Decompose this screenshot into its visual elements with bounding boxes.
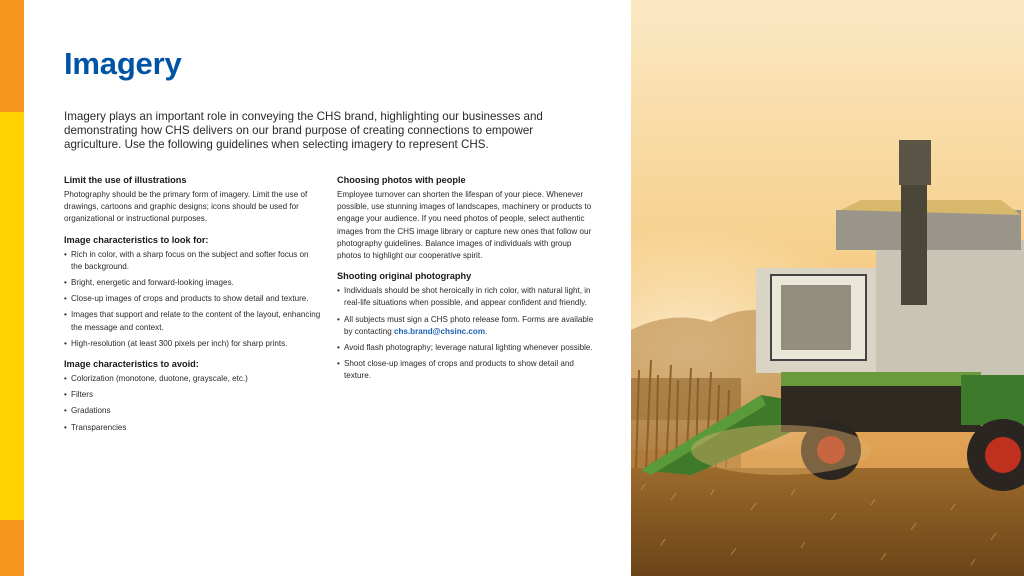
list-item: • Gradations (64, 405, 322, 417)
look-for-heading: Image characteristics to look for: (64, 234, 209, 245)
right-column (337, 175, 595, 392)
list-item: • Images that support and relate to the content of the layout, enhancing the message and context. (64, 309, 322, 333)
release-form-suffix: . (485, 326, 488, 336)
shooting-list (337, 285, 595, 382)
accent-bar-yellow (0, 112, 24, 520)
list-item: • Colorization (monotone, duotone, grayscale, etc.) (64, 373, 322, 385)
release-form-text: All subjects must sign a CHS photo release form. Forms are available by contacting (344, 314, 594, 336)
list-item: • High-resolution (at least 300 pixels per inch) for sharp prints. (64, 338, 322, 350)
avoid-heading: Image characteristics to avoid: (64, 359, 199, 370)
list-item: • Close-up images of crops and products to show detail and texture. (64, 293, 322, 305)
accent-bar-orange-top (0, 0, 24, 112)
illustrations-text: Photography should be the primary form of imagery. Limit the use of drawings, cartoons and graphic designs; icons should be used for organizational or instructional purposes. (64, 190, 308, 224)
list-item: • Bright, energetic and forward-looking images. (64, 277, 322, 289)
list-item: • Individuals should be shot heroically in rich color, with natural light, in real-life situations when possible, and appear confident and friendly. (337, 285, 595, 309)
look-for-section (64, 235, 322, 350)
look-for-list (64, 249, 322, 350)
list-item (337, 314, 595, 338)
list-item: • Avoid flash photography; leverage natural lighting whenever possible. (337, 342, 595, 354)
list-item: • Filters (64, 389, 322, 401)
left-column (64, 175, 322, 443)
avoid-list (64, 373, 322, 434)
avoid-section (64, 359, 322, 434)
people-section (337, 175, 595, 262)
accent-bar-orange-bottom (0, 520, 24, 576)
people-text: Employee turnover can shorten the lifespan of your piece. Whenever possible, use stunning images of landscapes, machinery or products to engage your audience. If you need photos of people, select authentic images from the CHS image library or capture new ones that follow our photography guidelines. Balance images of individuals with group photos to highlight our cooperative spirit. (337, 190, 592, 261)
illustrations-section (64, 175, 322, 226)
intro-paragraph: Imagery plays an important role in conveying the CHS brand, highlighting our businesses and demonstrating how CHS delivers on our brand purpose of creating connections to empower agriculture. Use the following guidelines when selecting imagery to represent CHS. (64, 110, 543, 151)
illustrations-heading: Limit the use of illustrations (64, 175, 187, 185)
people-heading: Choosing photos with people (337, 175, 466, 185)
list-item: • Shoot close-up images of crops and products to show detail and texture. (337, 358, 595, 382)
shooting-heading: Shooting original photography (337, 271, 472, 282)
list-item: • Rich in color, with a sharp focus on the subject and softer focus on the background. (64, 249, 322, 273)
combine-harvester-photo (631, 0, 1024, 576)
brand-email-link[interactable]: chs.brand@chsinc.com (393, 326, 486, 336)
list-item: • Transparencies (64, 422, 322, 434)
page-title: Imagery (64, 46, 182, 81)
shooting-section (337, 271, 595, 382)
